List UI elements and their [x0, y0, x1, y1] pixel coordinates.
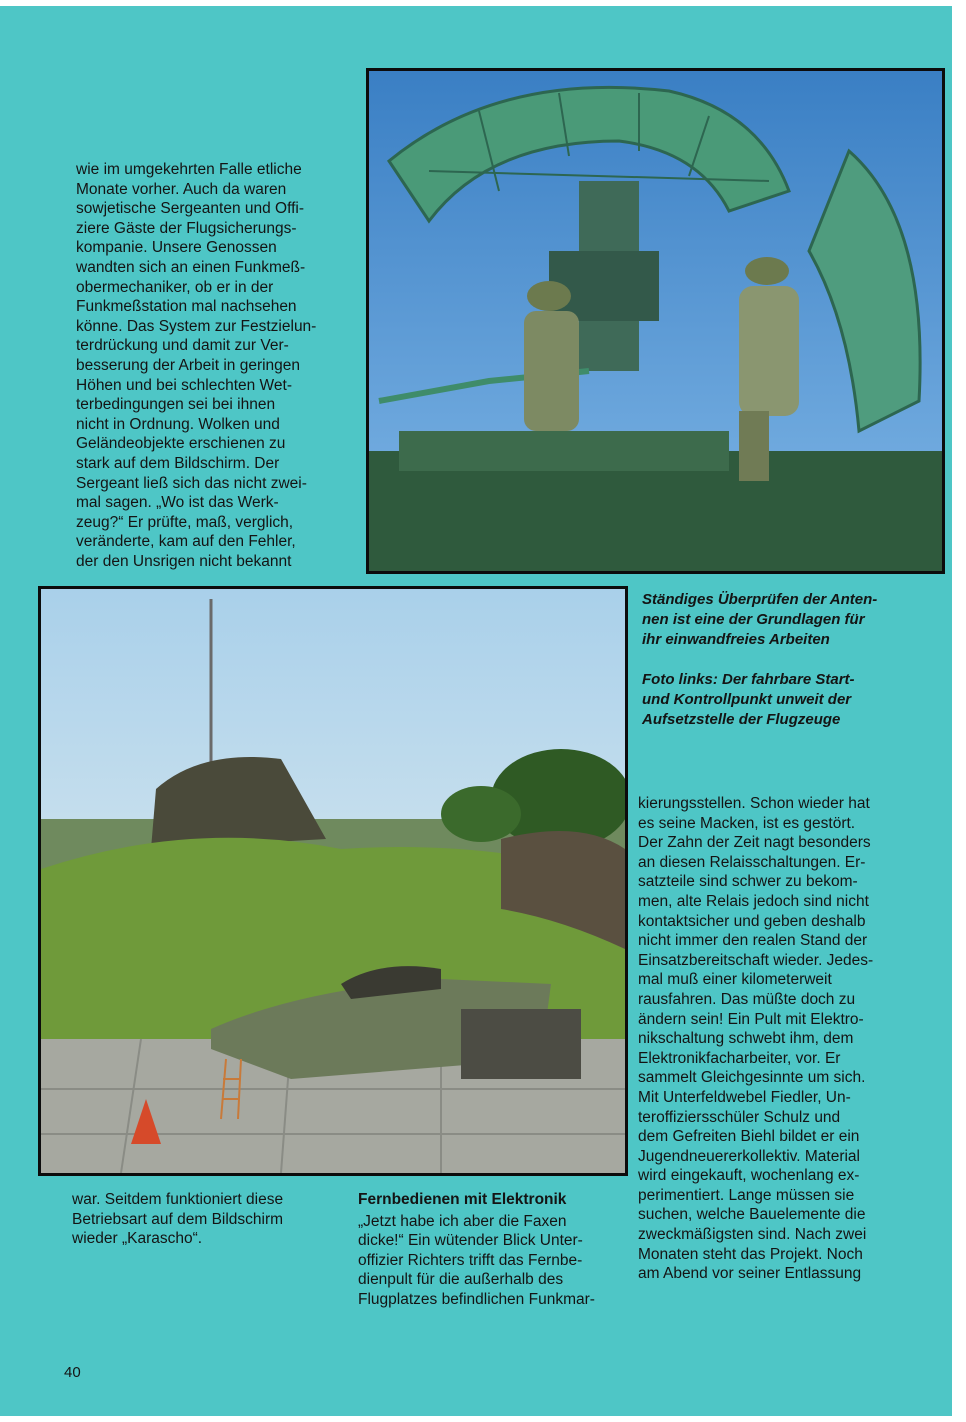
text-line: Funkmeßstation mal nachsehen	[76, 298, 297, 316]
text-line: suchen, welche Bauelemente die	[638, 1206, 866, 1224]
text-line: Elektronikfacharbeiter, vor. Er	[638, 1049, 841, 1067]
text-line: Sergeant ließ sich das nicht zwei-	[76, 474, 307, 492]
text-line: Einsatzbereitschaft wieder. Jedes-	[638, 951, 874, 969]
text-line: perimentiert. Lange müssen sie	[638, 1186, 855, 1204]
text-line: Der Zahn der Zeit nagt besonders	[638, 834, 871, 852]
text-line: es seine Macken, ist es gestört.	[638, 814, 856, 832]
text-line: zweckmäßigsten sind. Nach zwei	[638, 1226, 867, 1244]
text-line: Jugendneuererkollektiv. Material	[638, 1147, 860, 1165]
text-column-left-bottom	[72, 1190, 283, 1249]
text-line: kontaktsicher und geben deshalb	[638, 912, 866, 930]
text-line: könne. Das System zur Festzielun-	[76, 317, 317, 335]
text-line: mal sagen. „Wo ist das Werk-	[76, 494, 279, 512]
photo-airfield-control-point	[38, 586, 628, 1176]
text-line: mal muß einer kilometerweit	[638, 971, 832, 989]
text-line: nicht in Ordnung. Wolken und	[76, 415, 280, 433]
text-line: veränderte, kam auf den Fehler,	[76, 533, 296, 551]
text-line: dicke!“ Ein wütender Blick Unter-	[358, 1232, 583, 1250]
text-column-left-top	[76, 160, 316, 571]
text-line: obermechaniker, ob er in der	[76, 278, 274, 296]
text-line: „Jetzt habe ich aber die Faxen	[358, 1212, 567, 1230]
caption-line: Foto links: Der fahrbare Start-	[642, 671, 855, 688]
text-line: besserung der Arbeit in geringen	[76, 356, 301, 374]
text-line: sowjetische Sergeanten und Offi-	[76, 200, 305, 218]
text-line: ziere Gäste der Flugsicherungs-	[76, 219, 297, 237]
text-line: dienpult für die außerhalb des	[358, 1271, 564, 1289]
text-line: kierungsstellen. Schon wieder hat	[638, 795, 870, 812]
text-line: Geländeobjekte erschienen zu	[76, 435, 286, 453]
text-line: der den Unsrigen nicht bekannt	[76, 552, 292, 570]
text-line: war. Seitdem funktioniert diese	[72, 1191, 284, 1208]
text-line: nicht immer den realen Stand der	[638, 932, 868, 950]
text-line: Monate vorher. Auch da waren	[76, 180, 287, 198]
text-line: satzteile sind schwer zu bekom-	[638, 873, 858, 891]
caption-line: nen ist eine der Grundlagen für	[642, 611, 865, 628]
text-line: wandten sich an einen Funkmeß-	[76, 258, 306, 276]
text-line: ändern sein! Ein Pult mit Elektro-	[638, 1010, 864, 1028]
text-line: men, alte Relais jedoch sind nicht	[638, 892, 869, 910]
text-line: wird eingekauft, wochenlang ex-	[638, 1167, 860, 1185]
caption-line: Ständiges Überprüfen der Anten-	[642, 591, 878, 608]
text-line: Monaten steht das Projekt. Noch	[638, 1245, 863, 1263]
text-line: am Abend vor seiner Entlassung	[638, 1265, 862, 1283]
text-line: Flugplatzes befindlichen Funkmar-	[358, 1290, 595, 1308]
text-line: terbedingungen sei bei ihnen	[76, 396, 276, 414]
text-line: zeug?“ Er prüfte, maß, verglich,	[76, 513, 294, 531]
page-number: 40	[64, 1364, 81, 1381]
text-column-right	[638, 794, 873, 1284]
text-line: rausfahren. Das müßte doch zu	[638, 990, 856, 1008]
caption-line: und Kontrollpunkt unweit der	[642, 691, 852, 708]
text-line: nikschaltung schwebt ihm, dem	[638, 1030, 854, 1048]
text-line: wie im umgekehrten Falle etliche	[76, 161, 302, 178]
text-line: dem Gefreiten Biehl bildet er ein	[638, 1128, 860, 1146]
text-line: Betriebsart auf dem Bildschirm	[72, 1210, 284, 1228]
text-line: stark auf dem Bildschirm. Der	[76, 454, 280, 472]
text-line: teroffiziersschüler Schulz und	[638, 1108, 841, 1126]
text-line: terdrückung und damit zur Ver-	[76, 337, 289, 355]
photo-caption	[642, 590, 932, 730]
section-heading: Fernbedienen mit Elektronik	[358, 1191, 567, 1208]
text-line: kompanie. Unsere Genossen	[76, 239, 277, 257]
text-line: offizier Richters trifft das Fernbe-	[358, 1251, 583, 1269]
caption-line: Aufsetzstelle der Flugzeuge	[642, 711, 841, 728]
text-column-middle-bottom	[358, 1190, 595, 1310]
text-line: wieder „Karascho“.	[72, 1230, 203, 1248]
photo-radar-antennas	[366, 68, 945, 574]
text-line: Höhen und bei schlechten Wet-	[76, 376, 292, 394]
caption-line: ihr einwandfreies Arbeiten	[642, 631, 830, 648]
text-line: Mit Unterfeldwebel Fiedler, Un-	[638, 1088, 851, 1106]
magazine-page	[0, 6, 952, 1416]
text-line: sammelt Gleichgesinnte um sich.	[638, 1069, 866, 1087]
text-line: an diesen Relaisschaltungen. Er-	[638, 853, 866, 871]
